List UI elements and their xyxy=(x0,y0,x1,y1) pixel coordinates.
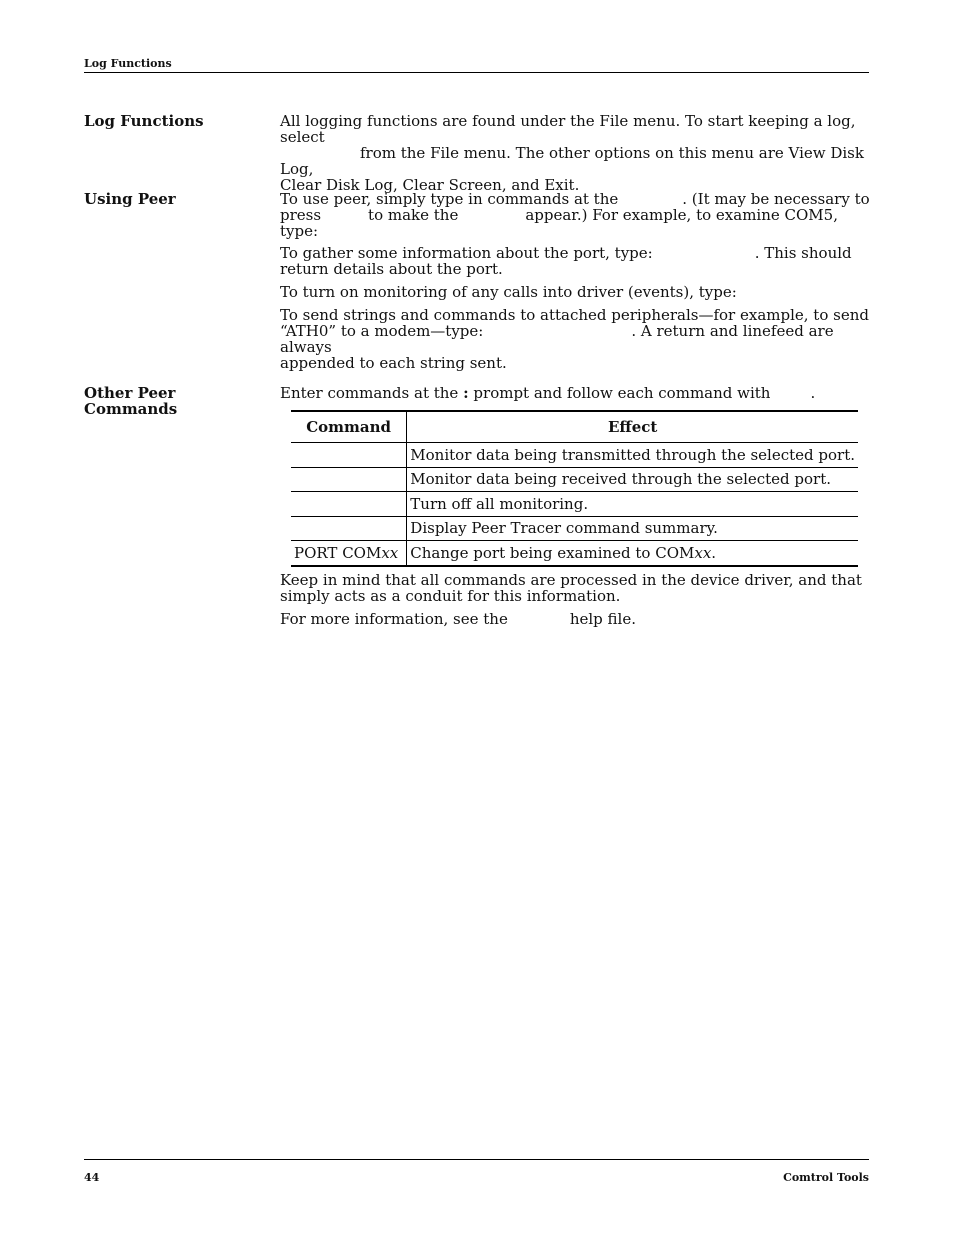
using-peer-paragraph-2 xyxy=(280,245,870,277)
section-heading-log-functions: Log Functions xyxy=(84,112,204,130)
using-peer-paragraph-3: To turn on monitoring of any calls into driver (events), type: xyxy=(280,283,737,301)
effect-cell: Change port being examined to COMxx. xyxy=(410,543,717,562)
table-header-row xyxy=(291,411,858,443)
effect-cell: Monitor data being received through the selected port. xyxy=(407,467,858,492)
section-heading-using-peer: Using Peer xyxy=(84,190,176,208)
command-cell xyxy=(291,467,407,492)
text-line: All logging functions are found under the File menu. To start keeping a log, select xyxy=(280,112,856,146)
table-row xyxy=(291,443,858,468)
other-peer-after-paragraph-2: For more information, see the help file. xyxy=(280,610,636,628)
table-row xyxy=(291,467,858,492)
text-line: return details about the port. xyxy=(280,260,503,278)
text-line: To gather some information about the port, type: . This should xyxy=(280,244,852,262)
using-peer-paragraph-4 xyxy=(280,307,870,371)
text-line: Keep in mind that all commands are processed in the device driver, and that xyxy=(280,571,862,589)
effect-cell: Turn off all monitoring. xyxy=(407,492,858,517)
table-row xyxy=(291,516,858,541)
command-cell xyxy=(291,516,407,541)
text-line: appended to each string sent. xyxy=(280,354,507,372)
footer-rule xyxy=(84,1159,869,1160)
header-rule xyxy=(84,72,869,73)
other-peer-intro: Enter commands at the : prompt and follow each command with . xyxy=(280,384,816,402)
text-line: To send strings and commands to attached peripherals—for example, to send xyxy=(280,306,869,324)
command-cell xyxy=(291,443,407,468)
effect-cell: Monitor data being transmitted through the selected port. xyxy=(407,443,858,468)
effect-cell: Display Peer Tracer command summary. xyxy=(407,516,858,541)
peer-commands-table xyxy=(291,410,858,567)
text-line: from the File menu. The other options on this menu are View Disk Log, xyxy=(280,144,864,178)
using-peer-paragraph-1 xyxy=(280,191,870,239)
text-line: press to make the appear.) For example, to examine COM5, type: xyxy=(280,206,838,240)
table-row xyxy=(291,541,858,566)
book-title: Comtrol Tools xyxy=(783,1171,869,1184)
log-functions-paragraph xyxy=(280,113,870,193)
page-number: 44 xyxy=(84,1171,100,1184)
column-header-effect: Effect xyxy=(407,411,858,443)
section-heading-other-peer-commands: Other Peer Commands xyxy=(84,384,178,418)
running-header: Log Functions xyxy=(84,57,172,70)
command-cell: PORT COMxx xyxy=(291,541,407,566)
table-row xyxy=(291,492,858,517)
other-peer-after-paragraph-1 xyxy=(280,572,870,604)
text-line: “ATH0” to a modem—type: . A return and linefeed are always xyxy=(280,322,834,356)
text-line: Clear Disk Log, Clear Screen, and Exit. xyxy=(280,176,580,194)
text-line: simply acts as a conduit for this information. xyxy=(280,587,621,605)
column-header-command: Command xyxy=(291,411,407,443)
command-cell xyxy=(291,492,407,517)
text-line: To use peer, simply type in commands at the . (It may be necessary to xyxy=(280,190,870,208)
